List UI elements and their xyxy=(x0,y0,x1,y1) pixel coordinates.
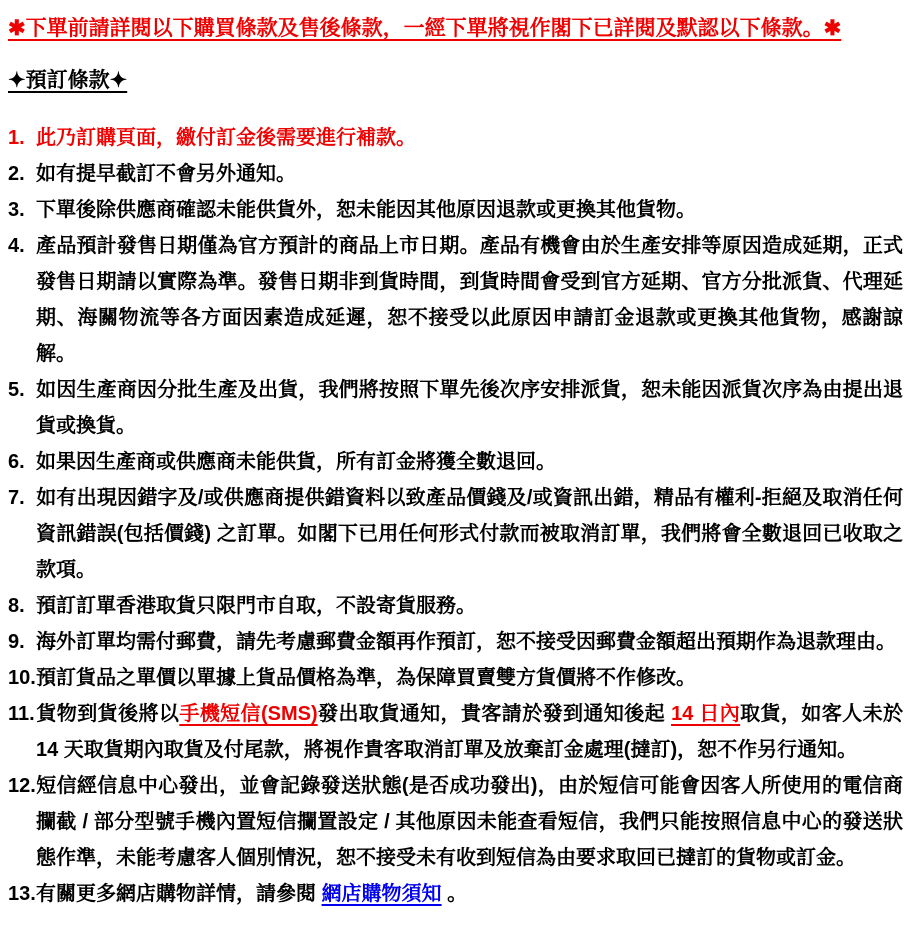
term-text: 海外訂單均需付郵費，請先考慮郵費金額再作預訂，恕不接受因郵費金額超出預期作為退款理由。 xyxy=(36,631,896,653)
term-item-10 xyxy=(8,660,903,696)
term-number: 7. xyxy=(8,487,25,509)
term-text: 下單後除供應商確認未能供貨外，恕未能因其他原因退款或更換其他貨物。 xyxy=(36,199,696,221)
terms-list xyxy=(8,120,903,912)
term-number: 13. xyxy=(8,883,36,905)
term-number: 5. xyxy=(8,379,25,401)
term-text: 如果因生產商或供應商未能供貨，所有訂金將獲全數退回。 xyxy=(36,451,556,473)
term-text: 貨物到貨後將以 xyxy=(36,703,180,725)
term-number: 1. xyxy=(8,127,25,149)
term-number: 9. xyxy=(8,631,25,653)
red-emphasis-text: 14 日內 xyxy=(671,703,741,725)
term-item-9 xyxy=(8,624,903,660)
term-text: 短信經信息中心發出，並會記錄發送狀態(是否成功發出)，由於短信可能會因客人所使用的電信商攔截 / 部分型號手機內置短信攔置設定 / 其他原因未能查看短信，我們只能按照信息中心的發送狀態作準，未能考慮客人個別情況，恕不接受未有收到短信為由要求取回已撻訂的貨物或訂金。 xyxy=(36,775,903,869)
term-text: 有關更多網店購物詳情，請參閱 xyxy=(36,883,322,905)
term-text: 。 xyxy=(441,883,468,905)
term-item-7 xyxy=(8,480,903,588)
term-item-11 xyxy=(8,696,903,768)
term-item-12 xyxy=(8,768,903,876)
term-number: 4. xyxy=(8,235,25,257)
term-number: 12. xyxy=(8,775,36,797)
term-number: 6. xyxy=(8,451,25,473)
term-text: 如有出現因錯字及/或供應商提供錯資料以致產品價錢及/或資訊出錯，精品有權利-拒絕及取消任何資訊錯誤(包括價錢) 之訂單。如閣下已用任何形式付款而被取消訂單，我們將會全數退回已收取之款項。 xyxy=(36,487,903,581)
term-item-8 xyxy=(8,588,903,624)
term-text: 產品預計發售日期僅為官方預計的商品上市日期。產品有機會由於生產安排等原因造成延期，正式發售日期請以實際為準。發售日期非到貨時間，到貨時間會受到官方延期、官方分批派貨、代理延期、海關物流等各方面因素造成延遲，恕不接受以此原因申請訂金退款或更換其他貨物，感謝諒解。 xyxy=(36,235,903,365)
term-text: 此乃訂購頁面，繳付訂金後需要進行補款。 xyxy=(36,127,416,149)
term-text: 預訂訂單香港取貨只限門市自取，不設寄貨服務。 xyxy=(36,595,476,617)
term-number: 3. xyxy=(8,199,25,221)
store-shopping-guide-link[interactable]: 網店購物須知 xyxy=(321,883,442,905)
red-emphasis-text: 手機短信(SMS) xyxy=(179,703,318,725)
term-text: 如因生產商因分批生產及出貨，我們將按照下單先後次序安排派貨，恕未能因派貨次序為由提出退貨或換貨。 xyxy=(36,379,903,437)
term-item-1 xyxy=(8,120,903,156)
term-number: 2. xyxy=(8,163,25,185)
term-number: 10. xyxy=(8,667,36,689)
term-number: 11. xyxy=(8,703,35,725)
term-text: 預訂貨品之單價以單據上貨品價格為準，為保障買賣雙方貨價將不作修改。 xyxy=(36,667,696,689)
term-item-4 xyxy=(8,228,903,372)
term-text: 如有提早截訂不會另外通知。 xyxy=(36,163,296,185)
term-text: 取貨，如客人未於 14 天取貨期內取貨及付尾款，將視作貴客取消訂單及放棄訂金處理(撻訂)，恕不作另行通知。 xyxy=(36,703,904,761)
term-item-5 xyxy=(8,372,903,444)
term-item-3 xyxy=(8,192,903,228)
section-title-preorder-terms: ✦預訂條款✦ xyxy=(8,69,128,92)
term-text: 發出取貨通知，貴客請於發到通知後起 xyxy=(317,703,672,725)
notice-banner: ✱下單前請詳閱以下購買條款及售後條款，一經下單將視作閣下已詳閱及默認以下條款。✱ xyxy=(8,17,842,40)
term-item-13 xyxy=(8,876,903,912)
term-item-6 xyxy=(8,444,903,480)
term-number: 8. xyxy=(8,595,25,617)
section-title-row xyxy=(8,66,903,96)
term-item-2 xyxy=(8,156,903,192)
